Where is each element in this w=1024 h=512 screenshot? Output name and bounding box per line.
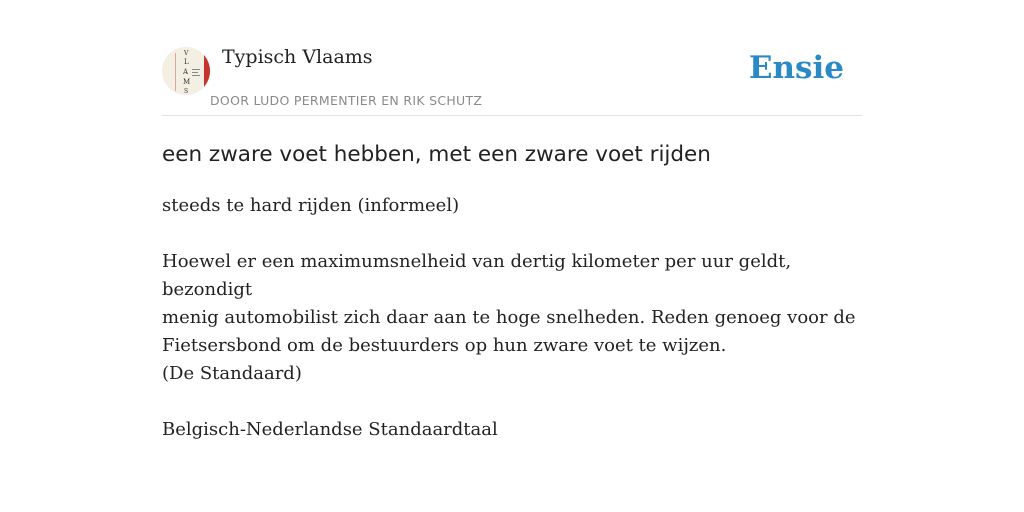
entry-content	[162, 192, 862, 444]
svg-text:M: M	[183, 78, 191, 86]
entry-card	[162, 40, 862, 444]
book-authors: DOOR LUDO PERMENTIER EN RIK SCHUTZ	[210, 93, 483, 108]
spacer	[162, 388, 862, 416]
book-cover-icon[interactable]	[162, 47, 210, 95]
card-header	[162, 40, 862, 116]
spacer	[162, 220, 862, 248]
book-title[interactable]: Typisch Vlaams	[222, 46, 373, 68]
svg-text:A: A	[183, 68, 189, 76]
entry-expression: een zware voet hebben, met een zware voet rijden	[162, 142, 711, 167]
svg-text:L: L	[184, 58, 189, 66]
example-source: (De Standaard)	[162, 363, 302, 384]
example-line: Hoewel er een maximumsnelheid van dertig kilometer per uur geldt, bezondigt	[162, 251, 792, 300]
svg-text:V: V	[184, 50, 189, 57]
example-line: Fietsersbond om de bestuurders op hun zware voet te wijzen.	[162, 335, 727, 356]
example-line: menig automobilist zich daar aan te hoge snelheden. Reden genoeg voor de	[162, 307, 856, 328]
language-variety: Belgisch-Nederlandse Standaardtaal	[162, 419, 498, 440]
brand-logo[interactable]: Ensie	[748, 50, 844, 86]
svg-text:S: S	[184, 88, 189, 95]
entry-definition: steeds te hard rijden (informeel)	[162, 195, 460, 216]
